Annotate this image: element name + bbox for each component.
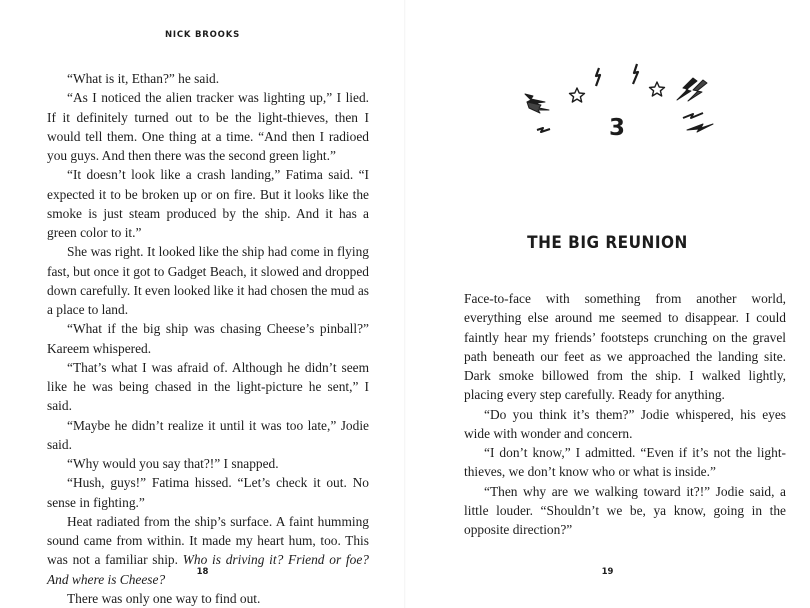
paragraph: “Maybe he didn’t realize it until it was too late,” Jodie said. <box>47 417 369 452</box>
paragraph: “Hush, guys!” Fatima hissed. “Let’s check it out. No sense in fighting.” <box>47 475 369 510</box>
paragraph <box>47 512 369 589</box>
paragraph-italic-text: Who is driving it? Friend or foe? And where is Cheese? <box>47 552 369 587</box>
paragraph: “It doesn’t look like a crash landing,” Fatima said. “I expected it to be broken up or on fire. But it looks like the smoke is just steam produced by the ship. And it has a green color to it.” <box>47 167 369 240</box>
chapter-ornament <box>507 58 727 158</box>
paragraph: She was right. It looked like the ship had come in flying fast, but once it got to Gadget Beach, it slowed and dropped down carefully. It even looked like it had chosen the mud as a place to land. <box>47 244 369 317</box>
right-page <box>405 0 810 608</box>
paragraph: There was only one way to find out. <box>67 590 261 606</box>
paragraph: “What if the big ship was chasing Cheese’s pinball?” Kareem whispered. <box>47 321 369 356</box>
left-page-text <box>47 69 369 608</box>
page-number-left: 18 <box>196 567 209 577</box>
paragraph-plain-text: Heat radiated from the ship’s surface. A faint humming sound came from within. It made my heart hum, too. This was not a familiar ship. <box>47 513 369 568</box>
page-number-right: 19 <box>601 567 614 577</box>
chapter-title: THE BIG REUNION <box>527 233 688 253</box>
paragraph: Face-to-face with something from another world, everything else around me seemed to disappear. I could faintly hear my friends’ footsteps crunching on the gravel path beneath our feet as we approached the landing site. Dark smoke billowed from the ship. I walked lightly, placing every step carefully. Ready for anything. <box>464 291 786 403</box>
right-page-text <box>464 289 786 539</box>
running-head-author: NICK BROOKS <box>164 30 241 40</box>
paragraph: “What is it, Ethan?” he said. <box>67 71 220 86</box>
paragraph: “Do you think it’s them?” Jodie whispered, his eyes wide with wonder and concern. <box>464 406 786 441</box>
chapter-number: 3 <box>608 115 625 141</box>
paragraph: “I don’t know,” I admitted. “Even if it’s not the light-thieves, we don’t know who or what is inside.” <box>464 445 786 480</box>
paragraph: “That’s what I was afraid of. Although he didn’t seem like he was being chased in the light-picture he sent,” I said. <box>47 359 369 414</box>
paragraph: “As I noticed the alien tracker was lighting up,” I lied. If it definitely turned out to be the light-thieves, then I would tell them. One thing at a time. “And then I radioed you guys. And then there was the second green light.” <box>47 90 369 163</box>
paragraph: “Then why are we walking toward it?!” Jodie said, a little louder. “Shouldn’t we be, ya know, going in the opposite direction?” <box>464 483 786 537</box>
paragraph: “Why would you say that?!” I snapped. <box>67 456 279 471</box>
